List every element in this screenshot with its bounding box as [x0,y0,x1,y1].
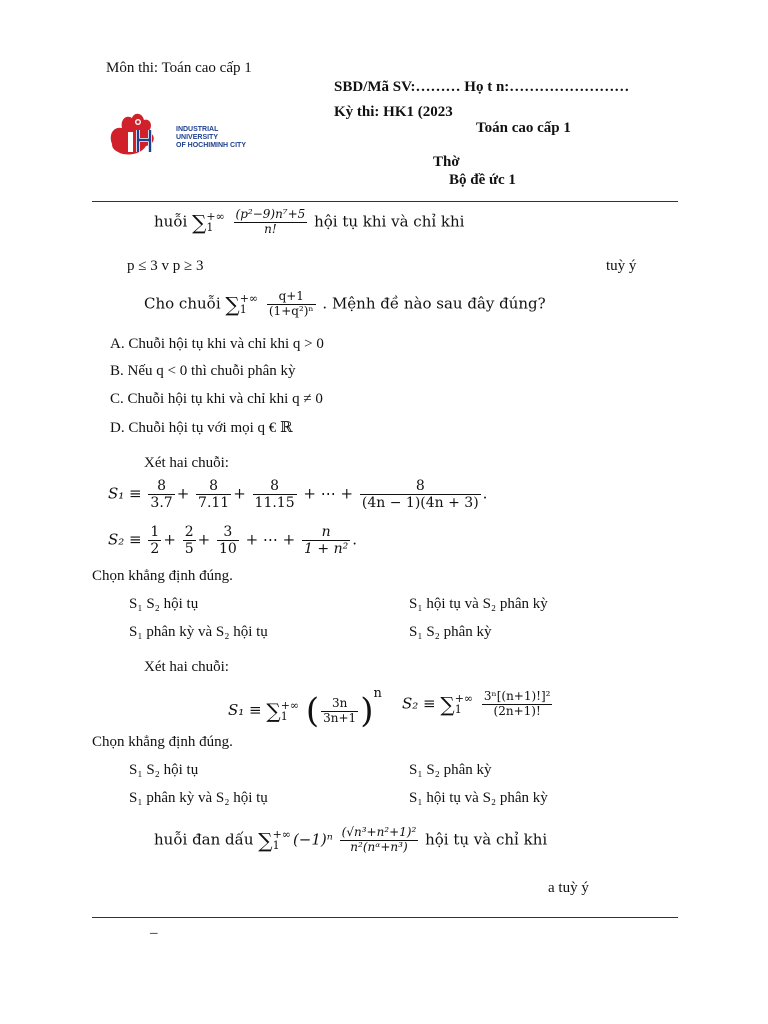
q3-option-4[interactable]: S₁ S₂ phân kỳ [409,624,492,640]
q3-s1-term2-den: 7.11 [198,495,230,512]
sbd-line: SBD/Mã SV:……… Họ t n:…………………… [334,79,630,95]
q4-s1-label: S₁ ≡ [228,701,262,719]
q3-s1-ellipsis: + ⋯ + [303,484,354,503]
sum-symbol-icon: ∑ [225,292,240,317]
q5-statement [154,826,547,855]
q4-s2-sum-upper: +∞ [454,692,474,706]
q4-s1-sum-lower: 1 [280,710,288,723]
q3-s2-ellipsis: + ⋯ + [245,530,296,549]
q2-sum-upper: +∞ [239,292,259,306]
footer-dash: – [150,925,158,941]
q5-denominator: n²(nᵅ+n³) [340,840,419,855]
q5-sum-upper: +∞ [272,828,291,842]
q2-prefix: Cho chuỗi [144,294,221,313]
q2-suffix: . Mệnh đề nào sau đây đúng? [322,294,546,313]
q3-option-3[interactable]: S₁ phân kỳ và S₂ hội tụ [129,624,268,640]
q4-prompt: Chọn khẳng định đúng. [92,734,233,750]
q5-sum-lower: 1 [272,839,280,853]
q4-option-2[interactable]: S₁ S₂ phân kỳ [409,762,492,778]
q2-statement [144,290,546,319]
footer-divider [92,917,678,918]
q4-option-4[interactable]: S₁ hội tụ và S₂ phân kỳ [409,790,548,806]
q1-suffix: hội tụ khi và chỉ khi [314,212,465,231]
q3-option-2[interactable]: S₁ hội tụ và S₂ phân kỳ [409,596,548,612]
q3-s2-label: S₂ ≡ [108,530,142,549]
q1-denominator: n! [234,222,308,237]
q4-s1-sum-upper: +∞ [280,699,300,712]
q4-option-3[interactable]: S₁ phân kỳ và S₂ hội tụ [129,790,268,806]
q3-s2-term3-num: 3 [223,524,233,540]
subject-line: Môn thi: Toán cao cấp 1 [106,60,252,76]
q4-s1-exponent: n [373,686,382,701]
q5-prefix: huỗi đan dấu [154,830,254,849]
q3-s1-label: S₁ ≡ [108,484,142,503]
q4-s1-num: 3n [331,695,348,710]
q5-sign-term: (−1)ⁿ [292,830,333,849]
q4-s2-sum-lower: 1 [454,703,462,717]
q1-prefix: huỗi [154,212,188,231]
q4-s2-label: S₂ ≡ [402,694,436,713]
header-divider [92,201,678,202]
q3-s1-general-den: (4n − 1)(4n + 3) [361,495,479,512]
sum-symbol-icon: ∑ [192,210,207,235]
q3-prompt: Chọn khẳng định đúng. [92,568,233,584]
q5-numerator: (√n³+n²+1)² [341,825,417,839]
time-label: Thờ [433,154,460,170]
q3-s1-term2-num: 8 [209,478,219,494]
q3-s1-term3-num: 8 [270,478,280,494]
q1-option-right[interactable]: tuỳ ý [606,258,637,274]
q2-sum-lower: 1 [239,303,247,317]
logo-text-line1: INDUSTRIAL [176,126,219,133]
logo-text-line3: OF HOCHIMINH CITY [176,142,246,149]
q4-option-1[interactable]: S₁ S₂ hội tụ [129,762,199,778]
q3-s2-term3-den: 10 [218,541,237,558]
q5-answer-fragment[interactable]: a tuỳ ý [548,880,589,896]
sum-symbol-icon: ∑ [440,692,455,717]
q1-numerator: (p²−9)n⁷+5 [235,207,306,221]
q3-s1-general-num: 8 [415,478,425,494]
q3-s1-term1-num: 8 [157,478,167,494]
subject-title: Toán cao cấp 1 [476,120,571,136]
q3-option-1[interactable]: S₁ S₂ hội tụ [129,596,199,612]
q3-s2-general-num: n [321,524,331,540]
q3-series-s2: S₂ ≡ $\frac{1}{2}$ + $\frac{2}{5}$ + $\frac{3}{10}$ + ⋯ + $\frac{n}{\text{1 + n²}}$ . [108,524,357,558]
q3-s1-term3-den: 11.15 [254,495,295,512]
q3-s2-term1-den: 2 [150,541,160,558]
university-logo [106,108,276,166]
q1-option-left[interactable]: p ≤ 3 v p ≥ 3 [127,258,204,274]
q4-series-s1: S₁ ≡ ∑ +∞ 1 ( $\frac{3n}{3n+1}$ )$^n$ [228,686,382,731]
q3-s1-term1-den: 3.7 [150,495,173,512]
q2-option-c[interactable]: C. Chuỗi hội tụ khi và chỉ khi q ≠ 0 [110,391,323,407]
sum-symbol-icon: ∑ [258,828,273,853]
q2-option-d[interactable]: D. Chuỗi hội tụ với mọi q € ℝ [110,420,293,436]
q1-sum-upper: +∞ [206,210,225,224]
q4-intro: Xét hai chuỗi: [144,659,229,675]
q2-numerator: q+1 [278,289,304,303]
q3-s2-term2-num: 2 [184,524,194,540]
q5-suffix: hội tụ và chỉ khi [425,830,548,849]
exam-set-label: Bộ đề ức 1 [449,172,516,188]
q3-s2-term1-num: 1 [150,524,160,540]
logo-text-line2: UNIVERSITY [176,134,219,141]
q1-statement [154,208,464,237]
q4-series-s2 [402,690,554,719]
exam-line: Kỳ thi: HK1 (2023 [334,104,453,120]
q4-s2-den: (2n+1)! [482,704,553,719]
q4-s1-den: 3n+1 [323,710,357,725]
q2-option-a[interactable]: A. Chuỗi hội tụ khi và chỉ khi q > 0 [110,336,324,352]
sum-symbol-icon: ∑ [266,699,281,723]
q4-s2-num: 3ⁿ[(n+1)!]² [483,689,551,703]
q3-intro: Xét hai chuỗi: [144,455,229,471]
q3-s2-general-den: 1 + n² [304,541,349,558]
q1-sum-lower: 1 [206,221,214,235]
q3-series-s1: S₁ ≡ $\frac{8}{3.7}$ + $\frac{8}{7.11}$ + $\frac{8}{11.15}$ + ⋯ + $\frac{8}{(4n - 1)(4n + 3)}$ . [108,478,488,512]
q3-s2-term2-den: 5 [184,541,194,558]
q2-option-b[interactable]: B. Nếu q < 0 thì chuỗi phân kỳ [110,363,296,379]
q2-denominator: (1+q²)ⁿ [268,303,314,318]
